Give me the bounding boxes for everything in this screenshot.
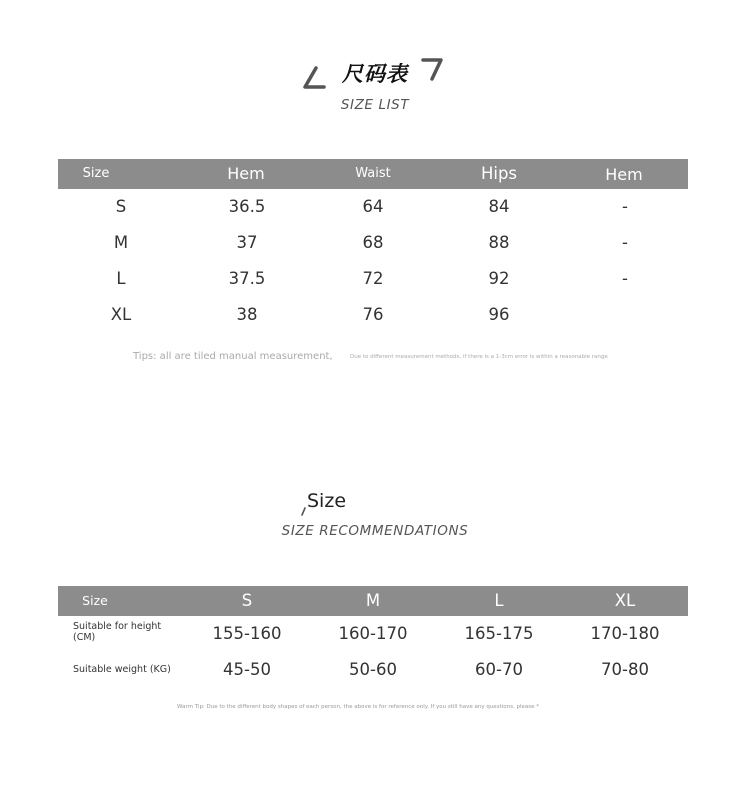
cell-hem: 38	[236, 305, 258, 324]
table-row	[58, 261, 688, 297]
size-recommendation-title: Size	[307, 490, 347, 512]
table-header	[58, 159, 688, 189]
cell-hem-2: -	[622, 269, 628, 288]
cell-size: M	[113, 233, 129, 252]
header-hips: Hips	[480, 164, 518, 183]
cell-size: XL	[110, 305, 132, 324]
header-hem-2: Hem	[605, 165, 643, 184]
cell-hem-2	[562, 297, 688, 333]
header-size: Size	[82, 166, 110, 181]
header-waist: Waist	[355, 166, 391, 181]
header-xl: XL	[614, 591, 636, 610]
cell-hem-2: -	[622, 197, 628, 216]
measurement-tip: Tips: all are tiled manual measurement,	[133, 351, 333, 362]
header-hem: Hem	[227, 164, 265, 183]
table-row	[58, 225, 688, 261]
cell-size: L	[116, 269, 126, 288]
size-chart-title: 尺码表	[342, 62, 408, 86]
cell-height-l: 165-175	[464, 624, 534, 643]
cell-weight-xl: 70-80	[601, 660, 649, 679]
cell-hips: 96	[488, 305, 510, 324]
cell-hem: 36.5	[228, 197, 266, 216]
table-row	[58, 652, 688, 688]
header-size: Size	[82, 593, 108, 608]
height-label: Suitable for height (CM)	[73, 621, 162, 643]
cell-weight-s: 45-50	[223, 660, 271, 679]
weight-label: Suitable weight (KG)	[73, 664, 171, 675]
table-row	[58, 189, 688, 225]
size-list-table	[58, 159, 688, 333]
cell-weight-m: 50-60	[349, 660, 397, 679]
header-l: L	[494, 591, 504, 610]
size-recommendation-table	[58, 586, 688, 688]
cell-height-xl: 170-180	[590, 624, 660, 643]
size-recommendations-subtitle: SIZE RECOMMENDATIONS	[281, 523, 469, 539]
table-row	[58, 297, 688, 333]
cell-hips: 88	[488, 233, 510, 252]
cell-hem: 37	[236, 233, 258, 252]
cell-hem-2: -	[622, 233, 628, 252]
cell-size: S	[115, 197, 127, 216]
cell-waist: 64	[362, 197, 384, 216]
cell-weight-l: 60-70	[475, 660, 523, 679]
size-list-subtitle: SIZE LIST	[340, 97, 410, 113]
right-bracket-icon	[420, 55, 446, 85]
cell-hips: 92	[488, 269, 510, 288]
table-row	[58, 616, 688, 652]
cell-waist: 68	[362, 233, 384, 252]
error-range-note: Due to different measurement methods, if there is a 1-3cm error is within a reasonable range	[350, 354, 608, 360]
table-header	[58, 586, 688, 616]
cell-height-m: 160-170	[338, 624, 408, 643]
warm-tip: Warm Tip: Due to the different body shapes of each person, the above is for reference only. If you still have any questions, please *	[177, 704, 539, 710]
cell-hem: 37.5	[228, 269, 266, 288]
cell-waist: 72	[362, 269, 384, 288]
cell-hips: 84	[488, 197, 510, 216]
cell-height-s: 155-160	[212, 624, 282, 643]
header-m: M	[365, 591, 381, 610]
header-s: S	[241, 591, 253, 610]
cell-waist: 76	[362, 305, 384, 324]
